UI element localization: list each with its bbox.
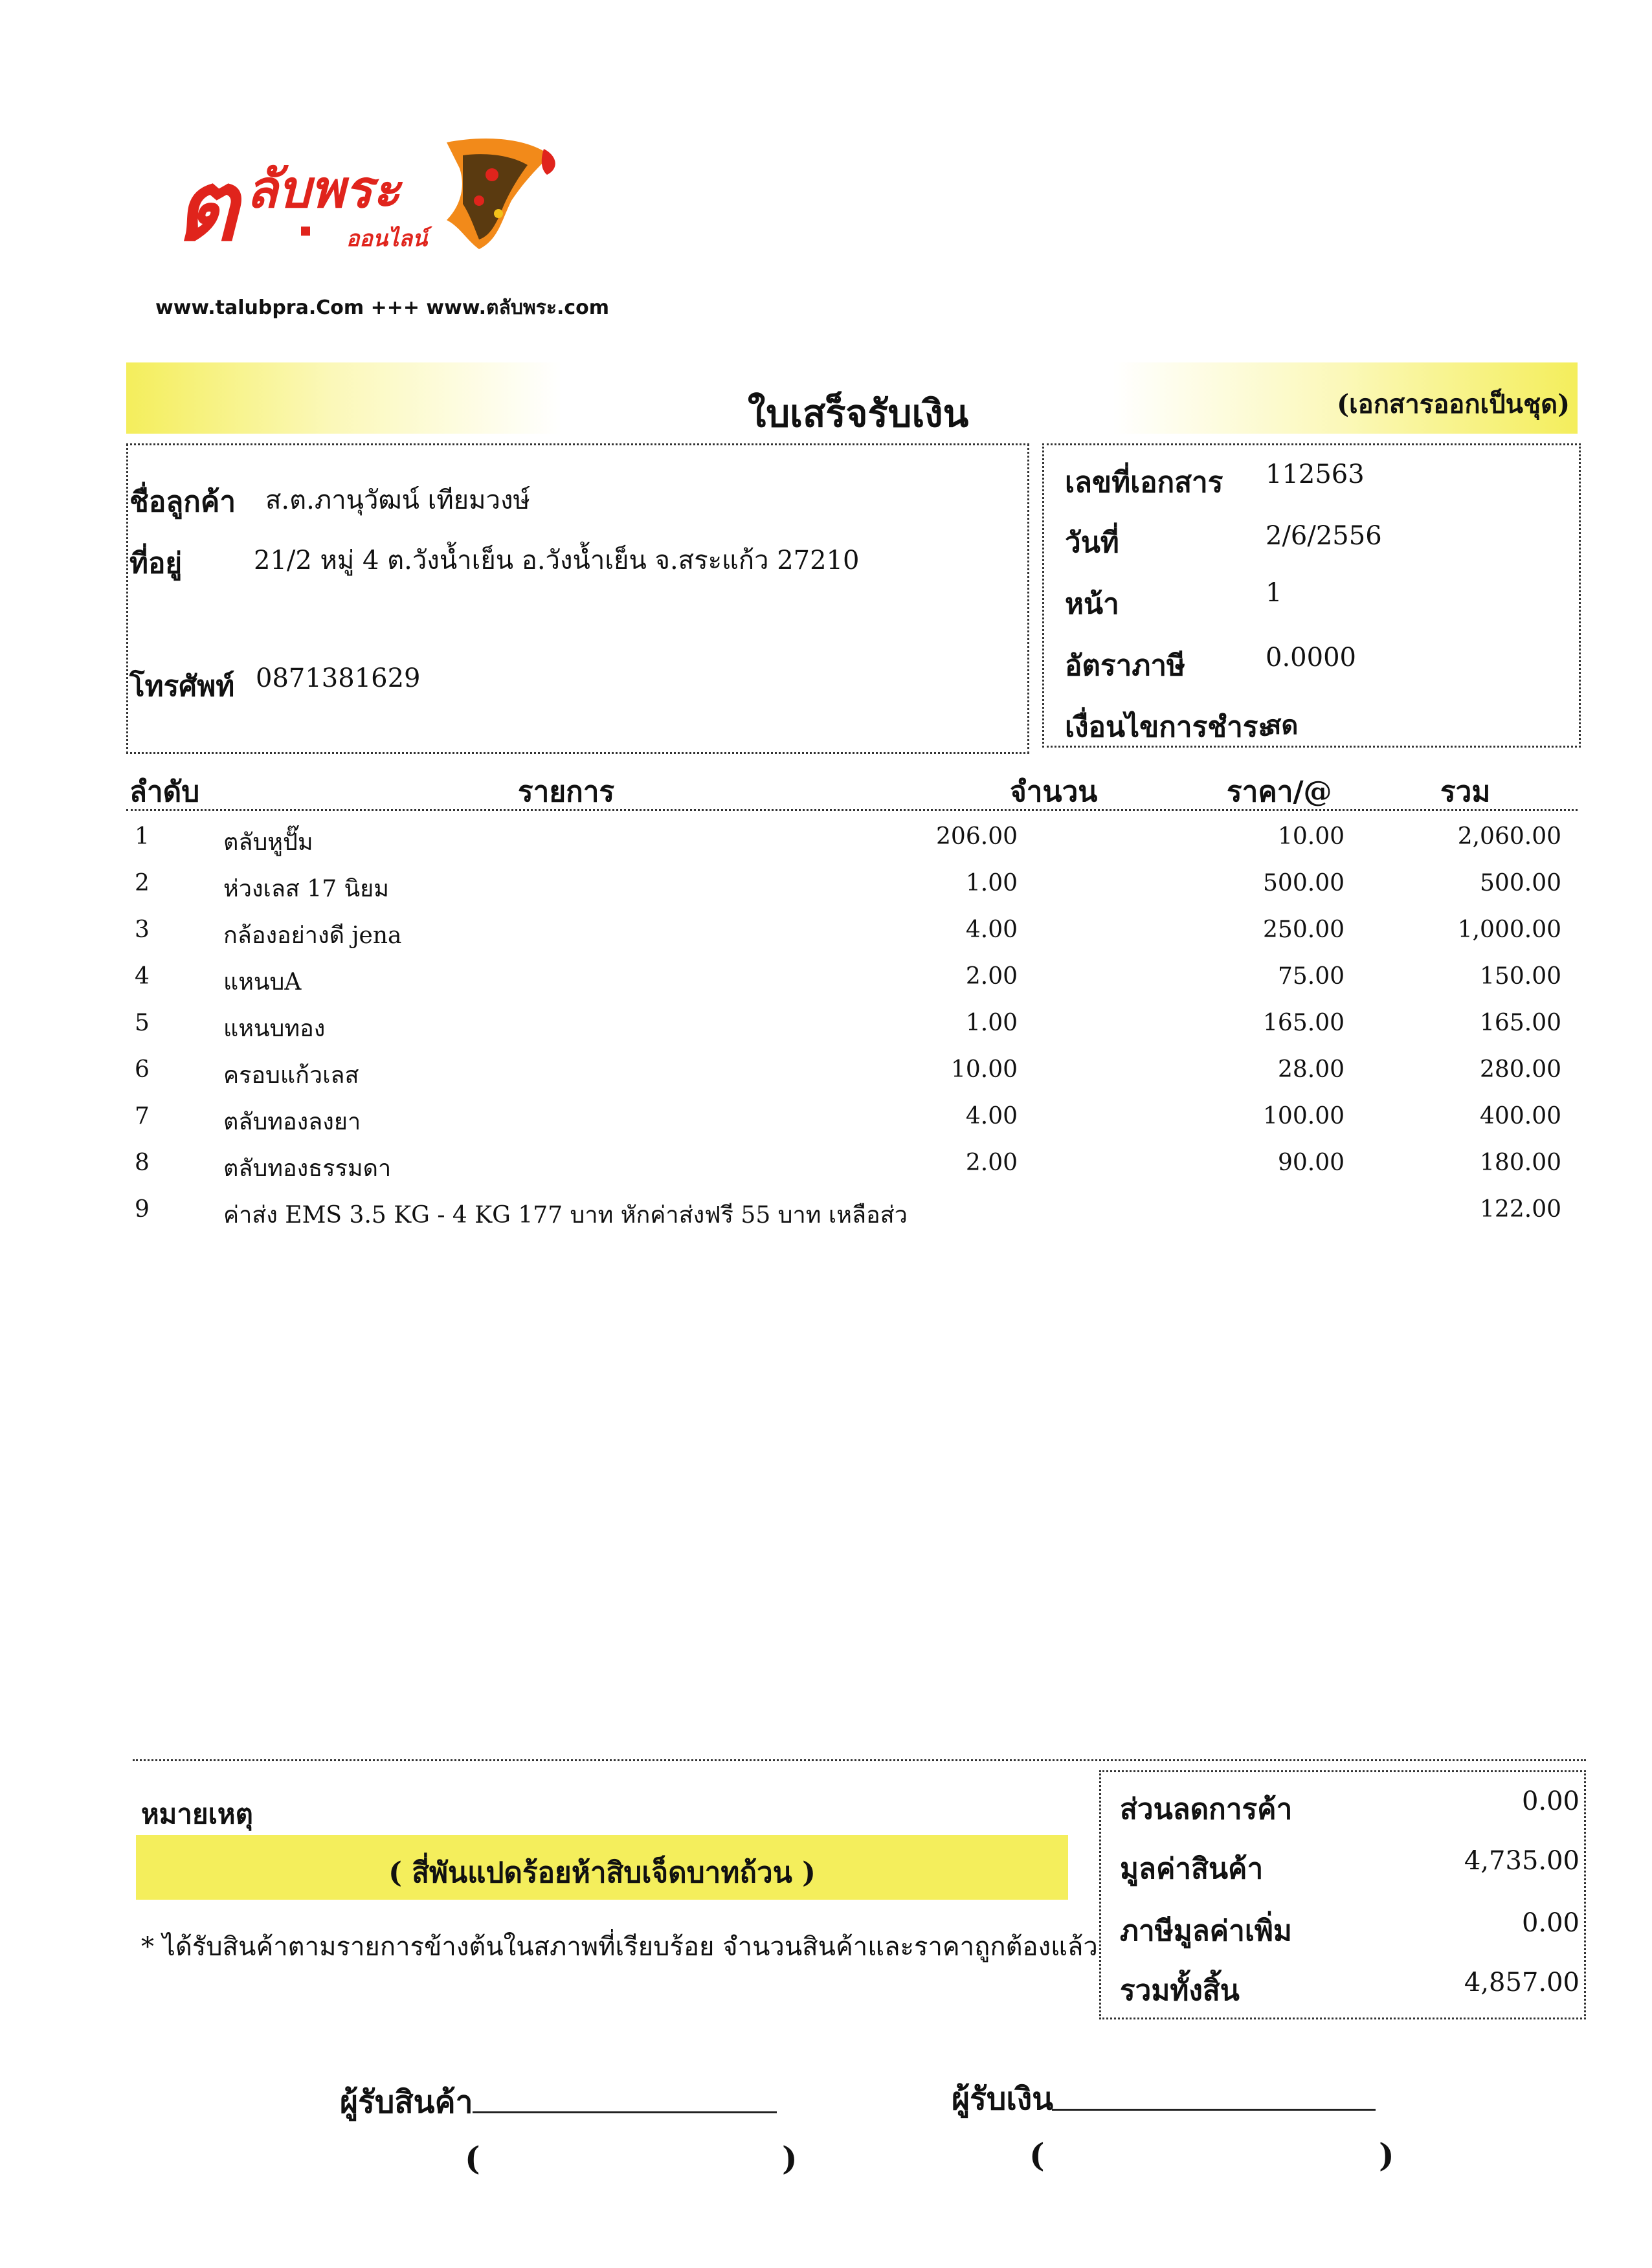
row-unit-price: 165.00 <box>1263 1010 1345 1036</box>
row-unit-price: 100.00 <box>1263 1103 1345 1129</box>
customer-phone: 0871381629 <box>256 663 421 693</box>
phone-label: โทรศัพท์ <box>129 670 235 703</box>
doc-date: 2/6/2556 <box>1266 521 1382 551</box>
remarks-label: หมายเหตุ <box>141 1798 253 1830</box>
row-unit-price: 250.00 <box>1263 917 1345 943</box>
col-header-description: รายการ <box>518 775 615 808</box>
payment-terms: สด <box>1266 710 1299 740</box>
row-number: 9 <box>135 1196 150 1223</box>
col-header-quantity: จำนวน <box>1010 775 1098 808</box>
row-description: ค่าส่ง EMS 3.5 KG - 4 KG 177 บาท หักค่าส่งฟรี 55 บาท เหลือส่ว <box>223 1202 908 1228</box>
table-row <box>0 870 1652 917</box>
customer-name: ส.ต.ภานุวัฒน์ เทียมวงษ์ <box>265 485 530 515</box>
document-set-note: (เอกสารออกเป็นชุด) <box>1337 389 1570 419</box>
doc-number: 112563 <box>1266 460 1365 489</box>
goods-value: 4,735.00 <box>1464 1846 1579 1876</box>
goods-receiver-paren-open: ( <box>465 2139 480 2177</box>
row-description: แหนบA <box>223 969 302 995</box>
payment-terms-label: เงื่อนไขการชำระ <box>1065 711 1274 744</box>
row-description: แหนบทอง <box>223 1016 326 1042</box>
doc-number-label: เลขที่เอกสาร <box>1065 466 1223 499</box>
money-receiver-label: ผู้รับเงิน <box>952 2081 1054 2117</box>
row-unit-price: 500.00 <box>1263 870 1345 896</box>
goods-receiver-signature-line <box>473 2111 777 2113</box>
customer-name-label: ชื่อลูกค้า <box>129 485 236 518</box>
row-total: 1,000.00 <box>1457 917 1561 943</box>
row-number: 6 <box>135 1056 150 1083</box>
row-description: กล้องอย่างดี jena <box>223 922 402 949</box>
row-number: 3 <box>135 917 150 943</box>
money-receiver-paren-open: ( <box>1029 2136 1045 2174</box>
row-quantity: 4.00 <box>965 1103 1018 1129</box>
row-number: 2 <box>135 870 150 896</box>
col-header-no: ลำดับ <box>129 775 200 808</box>
grand-total: 4,857.00 <box>1464 1968 1579 1997</box>
footer-divider <box>133 1759 1586 1761</box>
row-quantity: 1.00 <box>965 1010 1018 1036</box>
table-row <box>0 1150 1652 1196</box>
row-total: 500.00 <box>1480 870 1561 896</box>
table-row <box>0 1196 1652 1243</box>
customer-address: 21/2 หมู่ 4 ต.วังน้ำเย็น อ.วังน้ำเย็น จ.สระแก้ว 27210 <box>254 546 860 575</box>
row-description: ตลับทองลงยา <box>223 1109 361 1135</box>
row-description: ตลับหูปั๊ม <box>223 829 313 856</box>
grand-total-label: รวมทั้งสิ้น <box>1120 1974 1240 2007</box>
money-receiver-paren-close: ) <box>1379 2136 1394 2174</box>
table-row <box>0 1056 1652 1103</box>
col-header-total: รวม <box>1440 775 1491 808</box>
table-row <box>0 917 1652 963</box>
row-description: ตลับทองธรรมดา <box>223 1155 392 1182</box>
goods-value-label: มูลค่าสินค้า <box>1120 1852 1264 1885</box>
col-header-unit-price: ราคา/@ <box>1227 775 1332 808</box>
row-description: ครอบแก้วเลส <box>223 1062 359 1089</box>
table-row <box>0 823 1652 870</box>
goods-receiver-paren-close: ) <box>782 2139 798 2177</box>
discount-label: ส่วนลดการค้า <box>1120 1793 1293 1826</box>
tax-rate: 0.0000 <box>1266 643 1356 673</box>
row-quantity: 2.00 <box>965 1150 1018 1176</box>
table-row <box>0 963 1652 1010</box>
row-unit-price: 75.00 <box>1277 963 1345 990</box>
table-row <box>0 1103 1652 1150</box>
row-description: ห่วงเลส 17 นิยม <box>223 876 389 902</box>
row-quantity: 4.00 <box>965 917 1018 943</box>
page-label: หน้า <box>1065 588 1119 621</box>
page-number: 1 <box>1266 578 1282 608</box>
row-total: 180.00 <box>1480 1150 1561 1176</box>
table-row <box>0 1010 1652 1056</box>
date-label: วันที่ <box>1065 526 1119 559</box>
row-quantity: 1.00 <box>965 870 1018 896</box>
row-total: 122.00 <box>1480 1196 1561 1223</box>
row-number: 4 <box>135 963 150 990</box>
row-unit-price: 10.00 <box>1277 823 1345 850</box>
row-total: 400.00 <box>1480 1103 1561 1129</box>
tax-rate-label: อัตราภาษี <box>1065 649 1186 682</box>
row-total: 2,060.00 <box>1457 823 1561 850</box>
logo-brand-char: ต <box>175 149 238 263</box>
row-quantity: 2.00 <box>965 963 1018 990</box>
discount-value: 0.00 <box>1521 1786 1579 1816</box>
logo-brand-text: ลับพระ <box>246 159 401 219</box>
logo-sub-text: ออนไลน์ <box>346 226 428 252</box>
row-total: 150.00 <box>1480 963 1561 990</box>
receipt-confirmation-note: * ได้รับสินค้าตามรายการข้างต้นในสภาพที่เรียบร้อย จำนวนสินค้าและราคาถูกต้องแล้ว <box>141 1932 1098 1962</box>
row-total: 280.00 <box>1480 1056 1561 1083</box>
goods-receiver-label: ผู้รับสินค้า <box>340 2084 473 2120</box>
money-receiver-signature-line <box>1052 2109 1376 2111</box>
row-total: 165.00 <box>1480 1010 1561 1036</box>
website-line: www.talubpra.Com +++ www.ตลับพระ.com <box>155 296 610 319</box>
row-unit-price: 90.00 <box>1277 1150 1345 1176</box>
row-number: 5 <box>135 1010 150 1036</box>
row-number: 7 <box>135 1103 150 1129</box>
vat-label: ภาษีมูลค่าเพิ่ม <box>1120 1915 1292 1948</box>
row-quantity: 10.00 <box>950 1056 1018 1083</box>
amount-in-words: ( สี่พันแปดร้อยห้าสิบเจ็ดบาทถ้วน ) <box>388 1856 816 1889</box>
row-number: 8 <box>135 1150 150 1176</box>
row-unit-price: 28.00 <box>1277 1056 1345 1083</box>
row-number: 1 <box>135 823 150 850</box>
address-label: ที่อยู่ <box>129 547 183 580</box>
vat-value: 0.00 <box>1521 1908 1579 1938</box>
page-title: ใบเสร็จรับเงิน <box>748 392 969 436</box>
row-quantity: 206.00 <box>936 823 1018 850</box>
